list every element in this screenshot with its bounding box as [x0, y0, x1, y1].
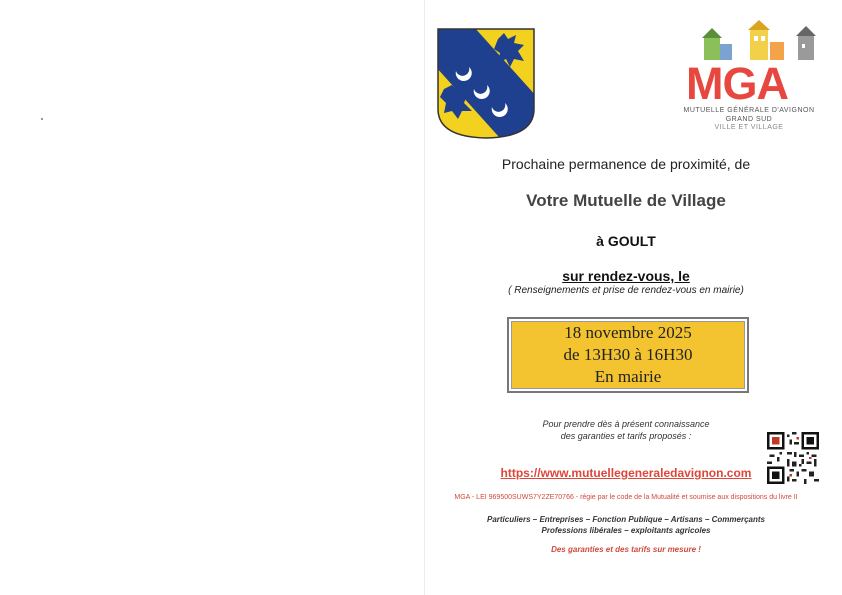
client-types-line-2: Professions libérales – exploitants agricoles [541, 526, 711, 535]
client-types [426, 514, 826, 536]
date-box [507, 317, 749, 393]
mga-logo [676, 20, 826, 138]
intro-text: Prochaine permanence de proximité, de [501, 156, 751, 172]
knowledge-line-2: des garanties et tarifs proposés : [560, 431, 692, 441]
logo-subtitle: MUTUELLE GÉNÉRALE D'AVIGNON [683, 107, 815, 114]
client-types-line-1: Particuliers – Entreprises – Fonction Publique – Artisans – Commerçants [486, 515, 765, 524]
appointment-note: ( Renseignements et prise de rendez-vous en mairie) [508, 285, 744, 296]
scan-speck [41, 118, 43, 120]
custom-offer: Des garanties et des tarifs sur mesure ! [551, 545, 701, 554]
logo-region: GRAND SUD [725, 116, 773, 123]
event-place: En mairie [594, 367, 662, 386]
event-date: 18 novembre 2025 [564, 323, 692, 342]
village-houses-icon [694, 20, 824, 62]
coat-of-arms-icon [436, 27, 536, 140]
knowledge-line-1: Pour prendre dès à présent connaissance [542, 419, 710, 429]
flyer-title: Votre Mutuelle de Village [526, 191, 726, 210]
town-name: à GOULT [596, 233, 656, 249]
mga-wordmark: MGA [686, 58, 788, 109]
legal-notice: MGA - LEI 969500SUWS7Y2ZE70766 - régie par le code de la Mutualité et soumise aux dispositions du livre II [454, 494, 798, 501]
logo-tagline: VILLE ET VILLAGE [714, 124, 784, 131]
website-link[interactable]: https://www.mutuellegeneraledavignon.com [500, 466, 752, 480]
page-fold [424, 0, 425, 595]
event-time: de 13H30 à 16H30 [563, 345, 693, 364]
appointment-heading: sur rendez-vous, le [562, 268, 690, 284]
knowledge-text [426, 418, 826, 442]
